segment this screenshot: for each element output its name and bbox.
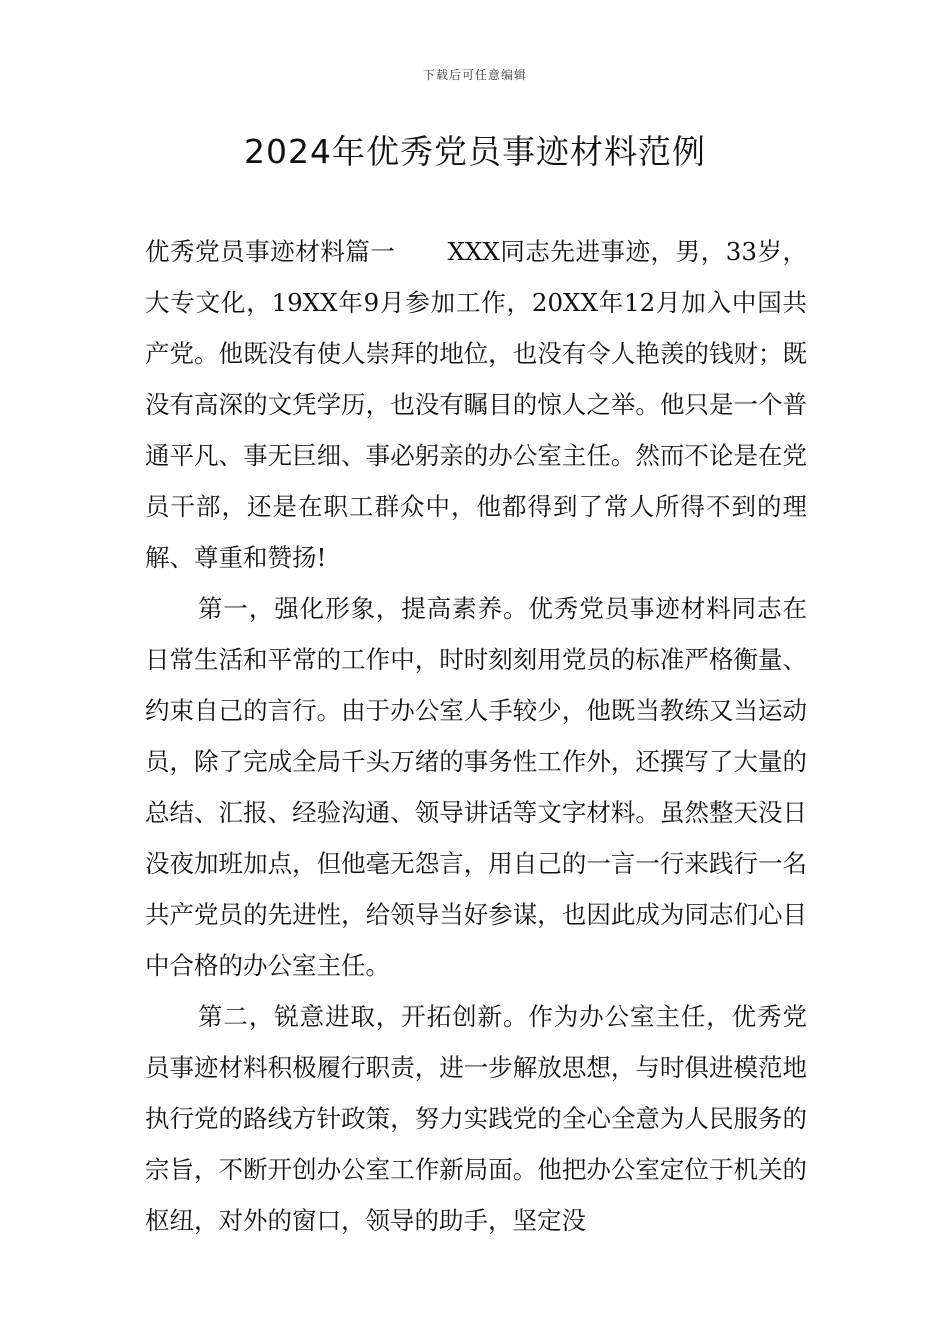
intro-text: XXX同志先进事迹，男，33岁，大专文化，19XX年9月参加工作，20XX年12月加入中国共产党。他既没有使人崇拜的地位，也没有令人艳羡的钱财；既没有高深的文凭学历，也没有瞩目的惊人之举。他只是一个普通平凡、事无巨细、事必躬亲的办公室主任。然而不论是在党员干部，还是在职工群众中，他都得到了常人所得不到的理解、尊重和赞扬! bbox=[145, 237, 808, 572]
intro-paragraph bbox=[145, 226, 807, 583]
document-title: 2024年优秀党员事迹材料范例 bbox=[244, 132, 706, 171]
intro-label: 优秀党员事迹材料篇一 bbox=[145, 237, 396, 266]
document-body bbox=[145, 226, 807, 1246]
paragraph-2: 第二，锐意进取，开拓创新。作为办公室主任，优秀党员事迹材料积极履行职责，进一步解放思想，与时俱进模范地执行党的路线方针政策，努力实践党的全心全意为人民服务的宗旨，不断开创办公室工作新局面。他把办公室定位于机关的枢纽，对外的窗口，领导的助手，坚定没 bbox=[145, 1002, 807, 1235]
header-note: 下载后可任意编辑 bbox=[422, 68, 527, 82]
paragraph-1: 第一，强化形象，提高素养。优秀党员事迹材料同志在日常生活和平常的工作中，时时刻刻用党员的标准严格衡量、约束自己的言行。由于办公室人手较少，他既当教练又当运动员，除了完成全局千头万绪的事务性工作外，还撰写了大量的总结、汇报、经验沟通、领导讲话等文字材料。虽然整天没日没夜加班加点，但他毫无怨言，用自己的一言一行来践行一名共产党员的先进性，给领导当好参谋，也因此成为同志们心目中合格的办公室主任。 bbox=[145, 594, 807, 980]
